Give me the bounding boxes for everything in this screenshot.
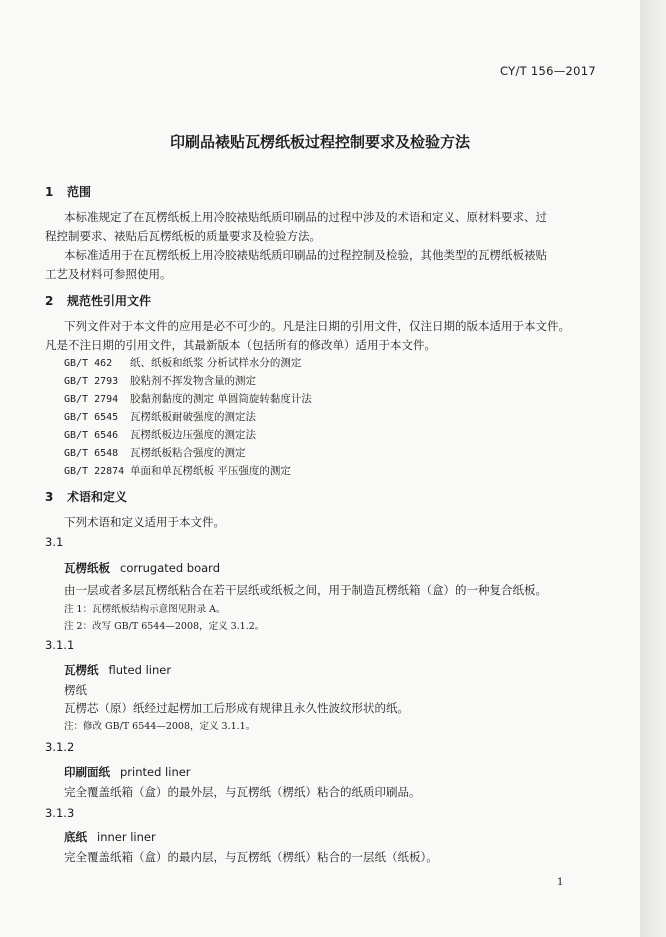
reference-code: GB/T 6545 xyxy=(64,412,119,423)
section-2-heading xyxy=(45,292,151,309)
reference-title: 瓦楞纸板耐破强度的测定法 xyxy=(130,411,256,423)
page-number: 1 xyxy=(557,877,564,888)
reference-item xyxy=(64,373,256,388)
section-3-heading xyxy=(45,488,127,505)
reference-item xyxy=(64,427,256,442)
reference-code: GB/T 2793 xyxy=(64,376,119,387)
note: 注 1：瓦楞纸板结构示意图见附录 A。 xyxy=(64,604,226,615)
reference-code: GB/T 462 xyxy=(64,358,113,369)
reference-code: GB/T 2794 xyxy=(64,394,119,405)
section-title: 规范性引用文件 xyxy=(67,294,152,308)
term-en: corrugated board xyxy=(120,561,220,575)
section-1-heading xyxy=(45,183,91,200)
term-heading xyxy=(64,764,191,780)
section-title: 术语和定义 xyxy=(67,490,128,504)
term-zh: 瓦楞纸 xyxy=(64,663,99,677)
section-number: 2 xyxy=(45,294,54,308)
paragraph: 凡是不注日期的引用文件，其最新版本（包括所有的修改单）适用于本文件。 xyxy=(45,338,436,352)
clause-number: 3.1.2 xyxy=(45,740,75,754)
term-en: fluted liner xyxy=(108,663,172,677)
reference-title: 瓦楞纸板粘合强度的测定 xyxy=(130,447,246,459)
section-number: 3 xyxy=(45,490,54,504)
reference-item xyxy=(64,391,312,406)
paragraph: 工艺及材料可参照使用。 xyxy=(45,267,172,281)
reference-title: 胶黏剂黏度的测定 单圆筒旋转黏度计法 xyxy=(130,393,312,405)
term-definition: 完全覆盖纸箱（盒）的最内层，与瓦楞纸（楞纸）粘合的一层纸（纸板）。 xyxy=(64,850,438,864)
term-heading xyxy=(64,829,156,845)
reference-title: 胶粘剂不挥发物含量的测定 xyxy=(130,375,256,387)
clause-number: 3.1 xyxy=(45,535,64,549)
term-definition: 由一层或者多层瓦楞纸粘合在若干层纸或纸板之间，用于制造瓦楞纸箱（盒）的一种复合纸板。 xyxy=(64,583,547,597)
reference-title: 单面和单瓦楞纸板 平压强度的测定 xyxy=(130,465,291,477)
reference-code: GB/T 6548 xyxy=(64,448,119,459)
reference-title: 瓦楞纸板边压强度的测定法 xyxy=(130,429,256,441)
paragraph: 下列文件对于本文件的应用是必不可少的。凡是注日期的引用文件，仅注日期的版本适用于本文件。 xyxy=(64,319,570,333)
section-title: 范围 xyxy=(67,185,92,199)
reference-code: GB/T 6546 xyxy=(64,430,119,441)
clause-number: 3.1.1 xyxy=(45,638,75,652)
term-definition: 瓦楞芯（原）纸经过起楞加工后形成有规律且永久性波纹形状的纸。 xyxy=(64,701,409,715)
document-title: 印刷品裱贴瓦楞纸板过程控制要求及检验方法 xyxy=(169,133,470,151)
paragraph: 下列术语和定义适用于本文件。 xyxy=(64,515,225,529)
document-code: CY/T 156—2017 xyxy=(500,64,597,78)
reference-item xyxy=(64,463,291,478)
section-number: 1 xyxy=(45,185,54,199)
term-heading xyxy=(64,560,220,576)
reference-item xyxy=(64,355,301,370)
note: 注 2：改写 GB/T 6544—2008，定义 3.1.2。 xyxy=(64,621,265,632)
term-synonym: 楞纸 xyxy=(64,683,87,697)
reference-item xyxy=(64,409,256,424)
term-zh: 印刷面纸 xyxy=(64,765,110,779)
term-en: inner liner xyxy=(97,830,156,844)
reference-item xyxy=(64,445,246,460)
term-en: printed liner xyxy=(120,765,191,779)
term-zh: 瓦楞纸板 xyxy=(64,561,110,575)
reference-code: GB/T 22874 xyxy=(64,466,125,477)
paragraph: 本标准适用于在瓦楞纸板上用冷胶裱贴纸质印刷品的过程控制及检验，其他类型的瓦楞纸板裱贴 xyxy=(64,248,547,262)
reference-title: 纸、纸板和纸浆 分析试样水分的测定 xyxy=(130,357,302,369)
note: 注：修改 GB/T 6544—2008，定义 3.1.1。 xyxy=(64,721,256,732)
paragraph: 程控制要求、裱贴后瓦楞纸板的质量要求及检验方法。 xyxy=(45,229,321,243)
term-heading xyxy=(64,662,171,678)
paragraph: 本标准规定了在瓦楞纸板上用冷胶裱贴纸质印刷品的过程中涉及的术语和定义、原材料要求、过 xyxy=(64,210,547,224)
clause-number: 3.1.3 xyxy=(45,806,75,820)
term-zh: 底纸 xyxy=(64,830,87,844)
term-definition: 完全覆盖纸箱（盒）的最外层，与瓦楞纸（楞纸）粘合的纸质印刷品。 xyxy=(64,785,421,799)
page-edge xyxy=(640,0,666,937)
